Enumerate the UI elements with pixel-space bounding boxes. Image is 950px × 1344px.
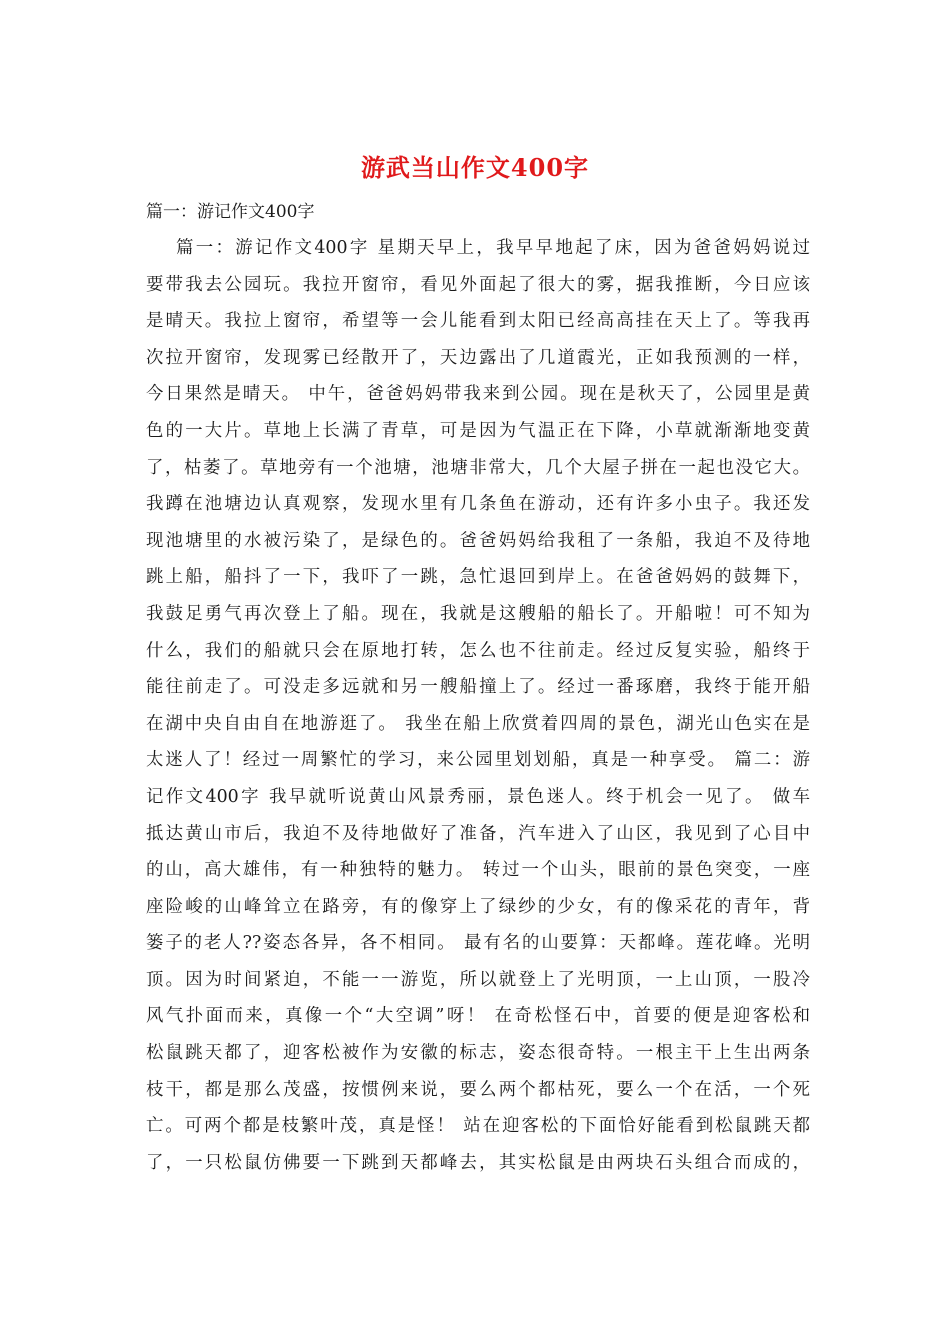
body-line: 记作文400字 我早就听说黄山风景秀丽，景色迷人。终于机会一见了。 做车 (146, 786, 810, 807)
body-line: 什么，我们的船就只会在原地打转，怎么也不往前走。经过反复实验，船终于 (146, 640, 810, 661)
body-line: 风气扑面而来，真像一个“大空调”呀！ 在奇松怪石中，首要的便是迎客松和 (146, 1006, 810, 1027)
body-line: 要带我去公园玩。我拉开窗帘，看见外面起了很大的雾，据我推断，今日应该 (146, 274, 810, 295)
body-line: 跳上船，船抖了一下，我吓了一跳，急忙退回到岸上。在爸爸妈妈的鼓舞下， (146, 567, 810, 588)
body-line: 枝干，都是那么茂盛，按惯例来说，要么两个都枯死，要么一个在活，一个死 (146, 1079, 810, 1100)
section-heading: 篇一：游记作文400字 (146, 202, 315, 222)
body-line: 在湖中央自由自在地游逛了。 我坐在船上欣赏着四周的景色，湖光山色实在是 (146, 713, 810, 734)
body-line: 了，一只松鼠仿佛要一下跳到天都峰去，其实松鼠是由两块石头组合而成的， (146, 1152, 810, 1173)
body-line: 抵达黄山市后，我迫不及待地做好了准备，汽车进入了山区，我见到了心目中 (146, 823, 810, 844)
body-line: 色的一大片。草地上长满了青草，可是因为气温正在下降，小草就渐渐地变黄 (146, 420, 810, 441)
body-line: 我蹲在池塘边认真观察，发现水里有几条鱼在游动，还有许多小虫子。我还发 (146, 494, 810, 515)
body-text (146, 230, 810, 1181)
body-line: 了，枯萎了。草地旁有一个池塘，池塘非常大，几个大屋子拼在一起也没它大。 (146, 457, 810, 478)
document-title: 游武当山作文400字 (360, 153, 590, 182)
body-line: 亡。可两个都是枝繁叶茂，真是怪！ 站在迎客松的下面恰好能看到松鼠跳天都 (146, 1116, 810, 1137)
body-line: 座险峻的山峰耸立在路旁，有的像穿上了绿纱的少女，有的像采花的青年，背 (146, 896, 810, 917)
body-line: 篓子的老人??姿态各异，各不相同。 最有名的山要算：天都峰。莲花峰。光明 (146, 933, 810, 954)
body-line: 顶。因为时间紧迫，不能一一游览，所以就登上了光明顶，一上山顶，一股冷 (146, 969, 810, 990)
body-line: 现池塘里的水被污染了，是绿色的。爸爸妈妈给我租了一条船，我迫不及待地 (146, 530, 810, 551)
body-line: 的山，高大雄伟，有一种独特的魅力。 转过一个山头，眼前的景色突变，一座 (146, 860, 810, 881)
body-line: 能往前走了。可没走多远就和另一艘船撞上了。经过一番琢磨，我终于能开船 (146, 677, 810, 698)
body-line: 是晴天。我拉上窗帘，希望等一会儿能看到太阳已经高高挂在天上了。等我再 (146, 311, 810, 332)
body-line: 今日果然是晴天。 中午，爸爸妈妈带我来到公园。现在是秋天了，公园里是黄 (146, 384, 810, 405)
body-line: 次拉开窗帘，发现雾已经散开了，天边露出了几道霞光，正如我预测的一样， (146, 347, 810, 368)
body-line: 松鼠跳天都了，迎客松被作为安徽的标志，姿态很奇特。一根主干上生出两条 (146, 1043, 810, 1064)
body-line: 我鼓足勇气再次登上了船。现在，我就是这艘船的船长了。开船啦！可不知为 (146, 603, 810, 624)
body-line: 篇一：游记作文400字 星期天早上，我早早地起了床，因为爸爸妈妈说过 (176, 238, 810, 258)
body-line: 太迷人了！经过一周繁忙的学习，来公园里划划船，真是一种享受。 篇二：游 (146, 750, 810, 771)
